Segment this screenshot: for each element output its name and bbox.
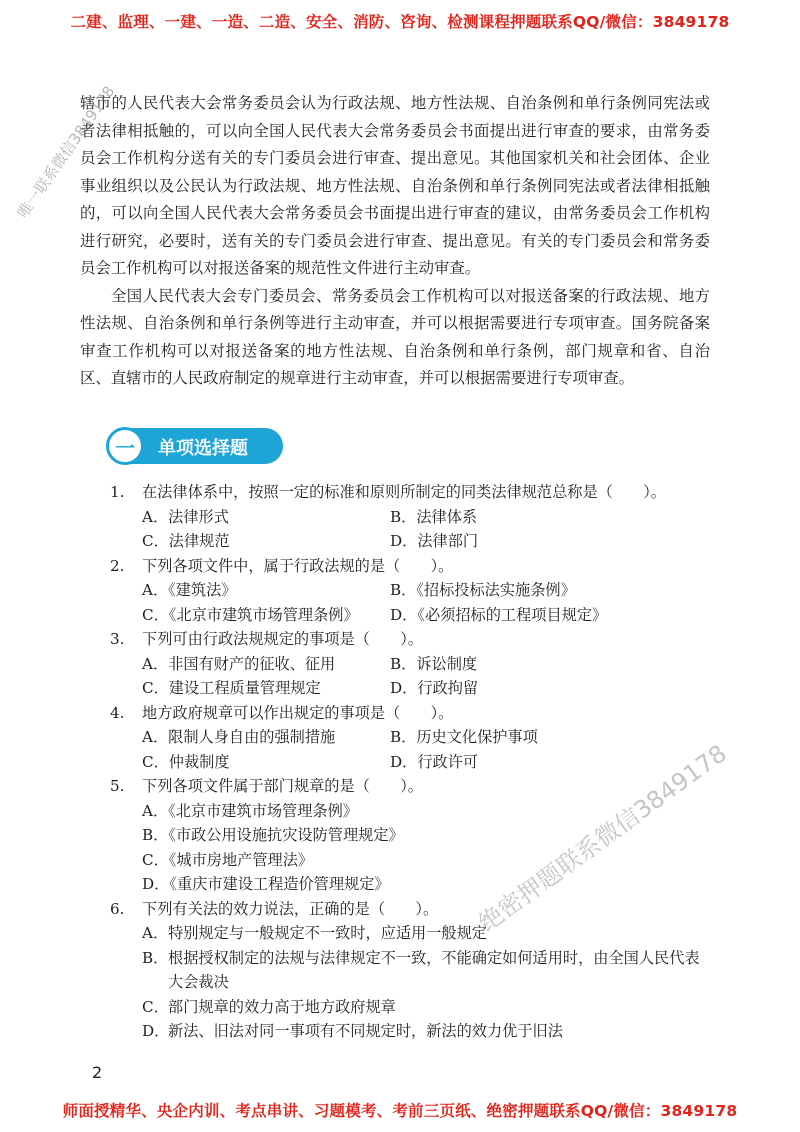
option-c: C．《城市房地产管理法》 <box>142 850 314 869</box>
question-number: 3. <box>110 630 125 648</box>
section-heading-badge <box>108 428 283 464</box>
question-stem: 在法律体系中，按照一定的标准和原则所制定的同类法律规范总称是（ ）。 <box>142 483 666 501</box>
bottom-banner: 师面授精华、央企内训、考点串讲、习题模考、考前三页纸、绝密押题联系QQ/微信：3849178 <box>62 1102 738 1120</box>
option-b <box>142 946 710 995</box>
page-number: 2 <box>92 1063 103 1082</box>
question-1 <box>110 480 710 554</box>
option-text: 新法、旧法对同一事项有不同规定时，新法的效力优于旧法 <box>168 1022 563 1040</box>
option-text: 特别规定与一般规定不一致时，应适用一般规定 <box>168 924 487 942</box>
option-a: A．限制人身自由的强制措施 <box>142 728 336 746</box>
option-d: D．法律部门 <box>390 532 479 550</box>
intro-paragraph-2: 全国人民代表大会专门委员会、常务委员会工作机构可以对报送备案的行政法规、地方性法规、自治条例和单行条例等进行主动审查，并可以根据需要进行专项审查。国务院备案审查工作机构可以对报送备案的地方性法规、自治条例和单行条例，部门规章和省、自治区、直辖市的人民政府制定的规章进行主动审查，并可以根据需要进行专项审查。 <box>80 286 710 387</box>
top-banner: 二建、监理、一建、一造、二造、安全、消防、咨询、检测课程押题联系QQ/微信：3849178 <box>70 13 730 31</box>
option-a: A．法律形式 <box>142 507 229 526</box>
question-3 <box>110 627 710 701</box>
option-label: A． <box>142 924 169 942</box>
question-stem: 地方政府规章可以作出规定的事项是（ ）。 <box>142 703 454 722</box>
section-title: 单项选择题 <box>158 438 248 459</box>
option-label: C． <box>142 997 169 1016</box>
question-6 <box>110 897 710 1044</box>
option-b: B．诉讼制度 <box>390 654 478 673</box>
option-label: D． <box>142 1022 170 1040</box>
question-stem: 下列各项文件属于部门规章的是（ ）。 <box>142 777 423 795</box>
intro-text <box>80 90 710 393</box>
question-stem: 下列有关法的效力说法，正确的是（ ）。 <box>142 899 439 918</box>
option-c: C．法律规范 <box>142 532 230 550</box>
option-b: B．法律体系 <box>390 507 478 526</box>
intro-paragraph-1: 辖市的人民代表大会常务委员会认为行政法规、地方性法规、自治条例和单行条例同宪法或者法律相抵触的，可以向全国人民代表大会常务委员会书面提出进行审查的要求，由常务委员会工作机构分送有关的专门委员会进行审查、提出意见。其他国家机关和社会团体、企业事业组织以及公民认为行政法规、地方性法规、自治条例和单行条例同宪法或者法律相抵触的，可以向全国人民代表大会常务委员会书面提出进行审查的建议，由常务委员会工作机构进行研究，必要时，送有关的专门委员会进行审查、提出意见。有关的专门委员会和常务委员会工作机构可以对报送备案的规范性文件进行主动审查。 <box>80 94 710 277</box>
question-list <box>110 480 710 1044</box>
watermark-left: 唯一联系微信3849178 <box>13 82 119 222</box>
question-2 <box>110 554 710 628</box>
option-c <box>142 995 710 1020</box>
question-number: 6. <box>110 899 125 918</box>
question-stem: 下列可由行政法规规定的事项是（ ）。 <box>142 630 423 648</box>
option-b: B．《招标投标法实施条例》 <box>390 581 576 599</box>
option-label: B． <box>142 948 169 967</box>
question-number: 1. <box>110 483 125 501</box>
option-a: A．非国有财产的征收、征用 <box>142 654 336 673</box>
question-number: 2. <box>110 556 125 575</box>
option-d: D．行政拘留 <box>390 679 479 697</box>
option-text: 部门规章的效力高于地方政府规章 <box>168 997 396 1016</box>
option-a <box>142 921 710 946</box>
option-c: C．仲裁制度 <box>142 752 230 771</box>
option-d: D．行政许可 <box>390 752 479 771</box>
option-c: C．建设工程质量管理规定 <box>142 679 321 697</box>
question-stem: 下列各项文件中，属于行政法规的是（ ）。 <box>142 556 454 575</box>
option-c: C．《北京市建筑市场管理条例》 <box>142 605 359 624</box>
option-a: A．《建筑法》 <box>142 581 237 599</box>
option-b: B．《市政公用设施抗灾设防管理规定》 <box>142 826 404 844</box>
option-text: 根据授权制定的法规与法律规定不一致，不能确定如何适用时，由全国人民代表大会裁决 <box>168 948 700 991</box>
option-d: D．《重庆市建设工程造价管理规定》 <box>142 875 390 893</box>
option-d: D．《必须招标的工程项目规定》 <box>390 605 608 624</box>
section-number-circle: 一 <box>106 427 144 465</box>
watermark-center: 绝密押题联系微信3849178 <box>473 739 732 938</box>
option-d <box>142 1019 710 1044</box>
question-4 <box>110 701 710 775</box>
option-a: A．《北京市建筑市场管理条例》 <box>142 801 358 820</box>
option-b: B．历史文化保护事项 <box>390 728 538 746</box>
question-number: 4. <box>110 703 125 722</box>
question-number: 5. <box>110 777 125 795</box>
